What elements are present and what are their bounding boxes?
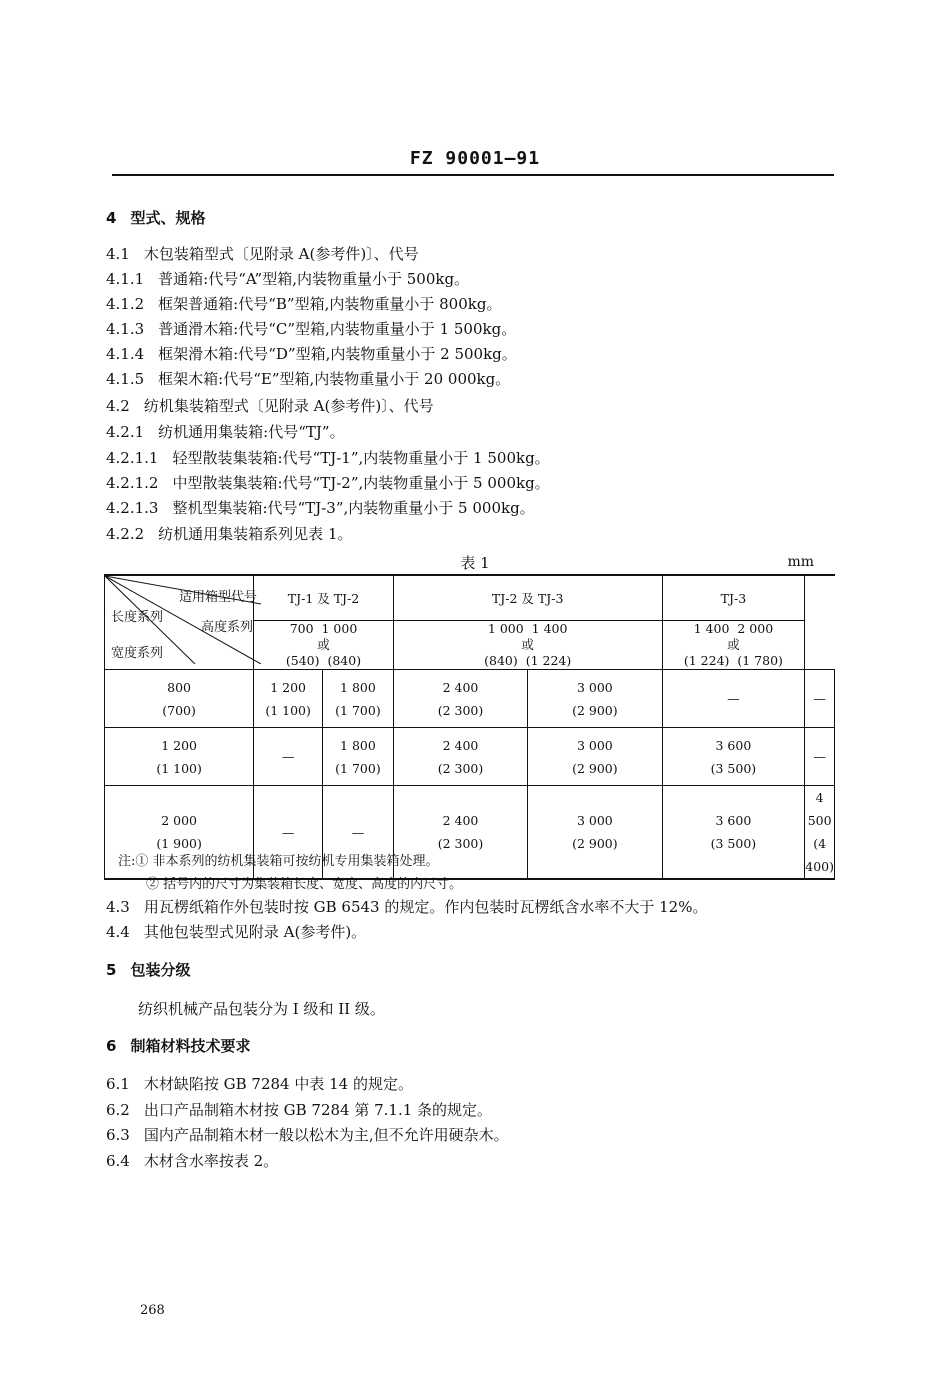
diag-label-type: 适用箱型代号 (179, 590, 258, 605)
clause-4-2: 4.2 纺机集装箱型式〔见附录 A(参考件)〕、代号 (106, 397, 434, 415)
section-5-heading: 5 包装分级 (106, 961, 191, 979)
table-row: 800 (700) 1 200 (1 100) 1 800 (1 700) 2 400 (2 300) 3 000 (2 900) — — (105, 670, 835, 728)
table-1-unit: mm (787, 554, 814, 570)
clause-4-2-1-1: 4.2.1.1 轻型散装集装箱:代号“TJ-1”,内装物重量小于 1 500kg。 (106, 449, 550, 467)
table-1-caption: 表 1 (460, 554, 490, 572)
width-series-cell: 800 (700) (105, 670, 254, 728)
width-series-cell: 1 200 (1 100) (105, 728, 254, 786)
clause-4-1-2: 4.1.2 框架普通箱:代号“B”型箱,内装物重量小于 800kg。 (106, 295, 502, 313)
group-header: TJ-2 及 TJ-3 (393, 575, 662, 621)
diag-label-width: 宽度系列 (111, 646, 164, 661)
clause-4-4: 4.4 其他包装型式见附录 A(参考件)。 (106, 923, 367, 941)
diag-label-length: 长度系列 (111, 610, 164, 625)
height-series-cell: 1 400 2 000 或 (1 224) (1 780) (662, 621, 805, 670)
table-1 (104, 574, 835, 880)
clause-6-4: 6.4 木材含水率按表 2。 (106, 1152, 279, 1170)
clause-4-3: 4.3 用瓦楞纸箱作外包装时按 GB 6543 的规定。作内包装时瓦楞纸含水率不大于 12%。 (106, 898, 708, 916)
clause-4-1: 4.1 木包装箱型式〔见附录 A(参考件)〕、代号 (106, 245, 419, 263)
header-rule (112, 174, 834, 176)
clause-6-1: 6.1 木材缺陷按 GB 7284 中表 14 的规定。 (106, 1075, 413, 1093)
table-note-1: 注:① 非本系列的纺机集装箱可按纺机专用集装箱处理。 (118, 854, 439, 869)
clause-6-2: 6.2 出口产品制箱木材按 GB 7284 第 7.1.1 条的规定。 (106, 1101, 493, 1119)
section-4-heading: 4 型式、规格 (106, 209, 206, 227)
diag-label-height: 高度系列 (201, 620, 254, 635)
height-series-cell: 700 1 000 或 (540) (840) (254, 621, 394, 670)
clause-4-1-5: 4.1.5 框架木箱:代号“E”型箱,内装物重量小于 20 000kg。 (106, 370, 511, 388)
clause-4-2-2: 4.2.2 纺机通用集装箱系列见表 1。 (106, 525, 353, 543)
page-number: 268 (140, 1303, 165, 1318)
height-series-cell: 1 000 1 400 或 (840) (1 224) (393, 621, 662, 670)
table-row: 1 200 (1 100) — 1 800 (1 700) 2 400 (2 300) 3 000 (2 900) 3 600 (3 500) — (105, 728, 835, 786)
clause-4-2-1-3: 4.2.1.3 整机型集装箱:代号“TJ-3”,内装物重量小于 5 000kg。 (106, 499, 535, 517)
group-header: TJ-3 (662, 575, 805, 621)
section-6-heading: 6 制箱材料技术要求 (106, 1037, 251, 1055)
section-5-paragraph: 纺织机械产品包装分为 I 级和 II 级。 (138, 1000, 385, 1018)
clause-4-1-4: 4.1.4 框架滑木箱:代号“D”型箱,内装物重量小于 2 500kg。 (106, 345, 517, 363)
table-row: 2 000 (1 900) — — 2 400 (2 300) 3 000 (2 900) 3 600 (3 500) 4 500 (4 400) (105, 786, 835, 880)
clause-4-2-1-2: 4.2.1.2 中型散装集装箱:代号“TJ-2”,内装物重量小于 5 000kg。 (106, 474, 550, 492)
clause-4-2-1: 4.2.1 纺机通用集装箱:代号“TJ”。 (106, 423, 345, 441)
clause-4-1-1: 4.1.1 普通箱:代号“A”型箱,内装物重量小于 500kg。 (106, 270, 470, 288)
group-header: TJ-1 及 TJ-2 (254, 575, 394, 621)
width-series-cell: 2 000 (1 900) (105, 786, 254, 880)
clause-4-1-3: 4.1.3 普通滑木箱:代号“C”型箱,内装物重量小于 1 500kg。 (106, 320, 517, 338)
diagonal-header-cell (105, 575, 258, 670)
standard-code: FZ 90001—91 (409, 148, 541, 169)
clause-6-3: 6.3 国内产品制箱木材一般以松木为主,但不允许用硬杂木。 (106, 1126, 509, 1144)
table-note-2: ② 括号内的尺寸为集装箱长度、宽度、高度的内尺寸。 (146, 877, 463, 892)
